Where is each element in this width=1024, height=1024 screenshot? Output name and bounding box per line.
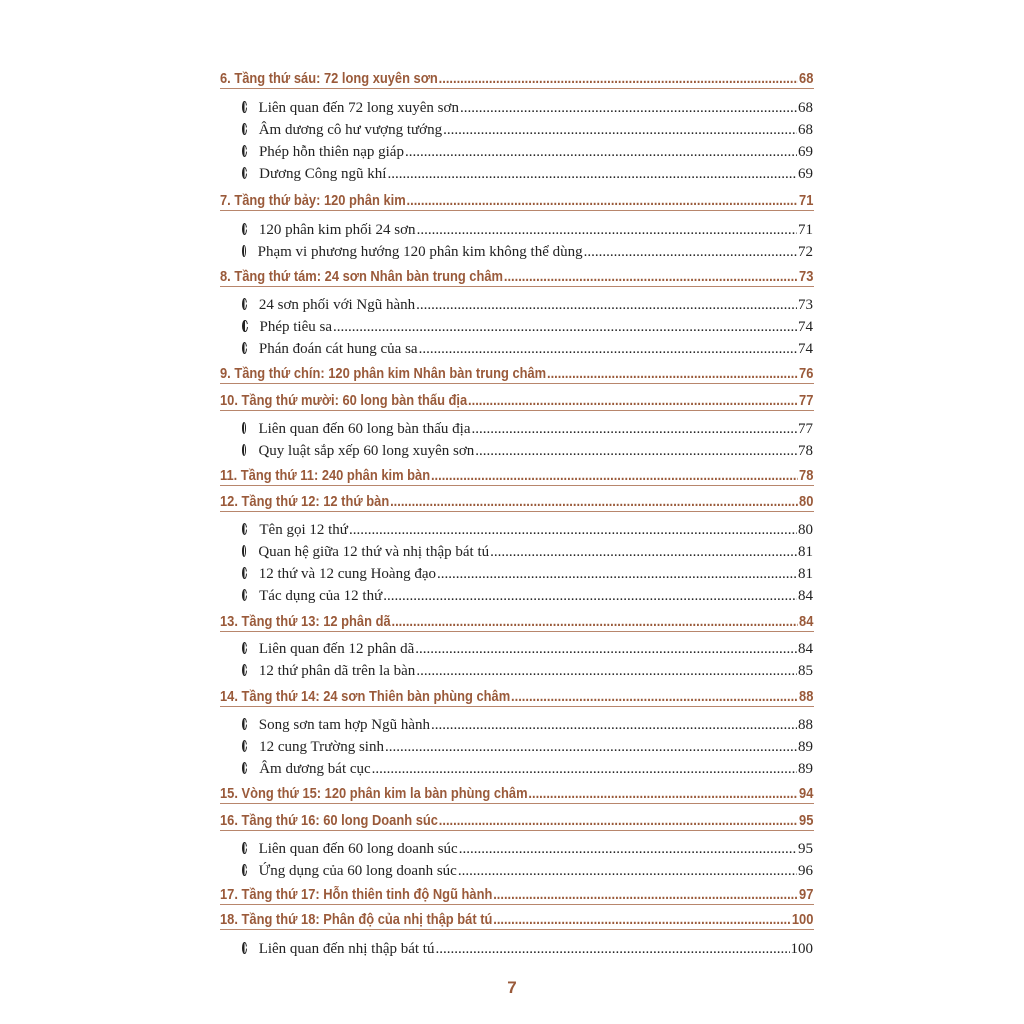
yin-yang-icon bbox=[242, 664, 247, 676]
yin-yang-icon bbox=[242, 145, 247, 157]
yin-yang-icon bbox=[242, 842, 247, 854]
yin-yang-icon bbox=[242, 223, 247, 235]
toc-item: Phép tiêu sa ..... 74 bbox=[242, 319, 813, 341]
yin-yang-icon bbox=[242, 642, 247, 654]
toc-item: 12 thứ và 12 cung Hoàng đạo ..... 81 bbox=[242, 566, 813, 588]
toc-item: Phán đoán cát hung của sa ..... 74 bbox=[242, 341, 813, 363]
section-rule bbox=[220, 210, 814, 211]
toc-item: Liên quan đến 72 long xuyên sơn ..... 68 bbox=[242, 100, 813, 122]
yin-yang-icon bbox=[242, 567, 247, 579]
toc-item: 12 cung Trường sinh ..... 89 bbox=[242, 739, 813, 761]
toc-section: 10. Tầng thứ mười: 60 long bàn thấu địa ..... 77 bbox=[220, 392, 813, 418]
section-rule bbox=[220, 706, 814, 707]
toc-section: 12. Tầng thứ 12: 12 thứ bàn ..... 80 bbox=[220, 493, 813, 519]
section-rule bbox=[220, 511, 814, 512]
yin-yang-icon bbox=[242, 740, 247, 752]
yin-yang-icon bbox=[242, 298, 247, 310]
section-rule bbox=[220, 88, 814, 89]
yin-yang-icon bbox=[242, 718, 247, 730]
toc-section: 16. Tầng thứ 16: 60 long Doanh súc ..... 95 bbox=[220, 812, 813, 838]
page-number: 7 bbox=[507, 978, 517, 997]
toc-section: 13. Tầng thứ 13: 12 phân dã ..... 84 bbox=[220, 613, 813, 639]
yin-yang-icon bbox=[242, 589, 247, 601]
toc-section: 8. Tầng thứ tám: 24 sơn Nhân bàn trung châm ..... 73 bbox=[220, 268, 813, 294]
yin-yang-icon bbox=[242, 444, 246, 456]
yin-yang-icon bbox=[242, 101, 247, 113]
toc-section: 7. Tầng thứ bảy: 120 phân kim ..... 71 bbox=[220, 192, 813, 218]
yin-yang-icon bbox=[242, 545, 246, 557]
toc-item: Tác dụng của 12 thứ ..... 84 bbox=[242, 588, 813, 610]
section-rule bbox=[220, 485, 814, 486]
section-rule bbox=[220, 803, 814, 804]
toc-item: Âm dương cô hư vượng tướng ..... 68 bbox=[242, 122, 813, 144]
section-rule bbox=[220, 631, 814, 632]
section-rule bbox=[220, 410, 814, 411]
section-rule bbox=[220, 904, 814, 905]
toc-item: Song sơn tam hợp Ngũ hành ..... 88 bbox=[242, 717, 813, 739]
yin-yang-icon bbox=[242, 167, 247, 179]
toc-item: Ứng dụng của 60 long doanh súc ..... 96 bbox=[242, 863, 813, 885]
toc-section: 11. Tầng thứ 11: 240 phân kim bàn ..... 78 bbox=[220, 467, 813, 493]
toc-item: Dương Công ngũ khí ..... 69 bbox=[242, 166, 813, 188]
toc-item: Phép hỗn thiên nạp giáp ..... 69 bbox=[242, 144, 813, 166]
yin-yang-icon bbox=[242, 523, 247, 535]
yin-yang-icon bbox=[242, 342, 247, 354]
toc-item: 12 thứ phân dã trên la bàn ..... 85 bbox=[242, 663, 813, 685]
toc-section: 18. Tầng thứ 18: Phân độ của nhị thập bát tú ..... 100 bbox=[220, 911, 813, 937]
yin-yang-icon bbox=[242, 245, 246, 257]
toc-section: 17. Tầng thứ 17: Hỗn thiên tinh độ Ngũ hành ..... 97 bbox=[220, 886, 813, 912]
yin-yang-icon bbox=[242, 942, 247, 954]
section-rule bbox=[220, 383, 814, 384]
toc-section: 6. Tầng thứ sáu: 72 long xuyên sơn ..... 68 bbox=[220, 70, 813, 96]
section-rule bbox=[220, 286, 814, 287]
toc-item: 24 sơn phối với Ngũ hành ..... 73 bbox=[242, 297, 813, 319]
toc-item: 120 phân kim phối 24 sơn ..... 71 bbox=[242, 222, 813, 244]
toc-section: 9. Tầng thứ chín: 120 phân kim Nhân bàn trung châm ..... 76 bbox=[220, 365, 813, 391]
toc-item: Liên quan đến 60 long bàn thấu địa ..... 77 bbox=[242, 421, 813, 443]
toc-item: Âm dương bát cục ..... 89 bbox=[242, 761, 813, 783]
toc-item: Phạm vi phương hướng 120 phân kim không thể dùng ..... 72 bbox=[242, 244, 813, 266]
toc-item: Quy luật sắp xếp 60 long xuyên sơn ..... 78 bbox=[242, 443, 813, 465]
yin-yang-icon bbox=[242, 762, 247, 774]
section-rule bbox=[220, 929, 814, 930]
toc-item: Tên gọi 12 thứ ..... 80 bbox=[242, 522, 813, 544]
toc-item: Liên quan đến 12 phân dã ..... 84 bbox=[242, 641, 813, 663]
section-rule bbox=[220, 830, 814, 831]
yin-yang-icon bbox=[242, 864, 247, 876]
toc-section: 15. Vòng thứ 15: 120 phân kim la bàn phùng châm ..... 94 bbox=[220, 785, 813, 811]
yin-yang-icon bbox=[242, 123, 247, 135]
toc-item: Quan hệ giữa 12 thứ và nhị thập bát tú ..... 81 bbox=[242, 544, 813, 566]
toc-section: 14. Tầng thứ 14: 24 sơn Thiên bàn phùng châm ..... 88 bbox=[220, 688, 813, 714]
yin-yang-icon bbox=[242, 422, 246, 434]
toc-item: Liên quan đến nhị thập bát tú ..... 100 bbox=[242, 941, 813, 963]
toc-item: Liên quan đến 60 long doanh súc ..... 95 bbox=[242, 841, 813, 863]
yin-yang-icon bbox=[242, 320, 248, 332]
